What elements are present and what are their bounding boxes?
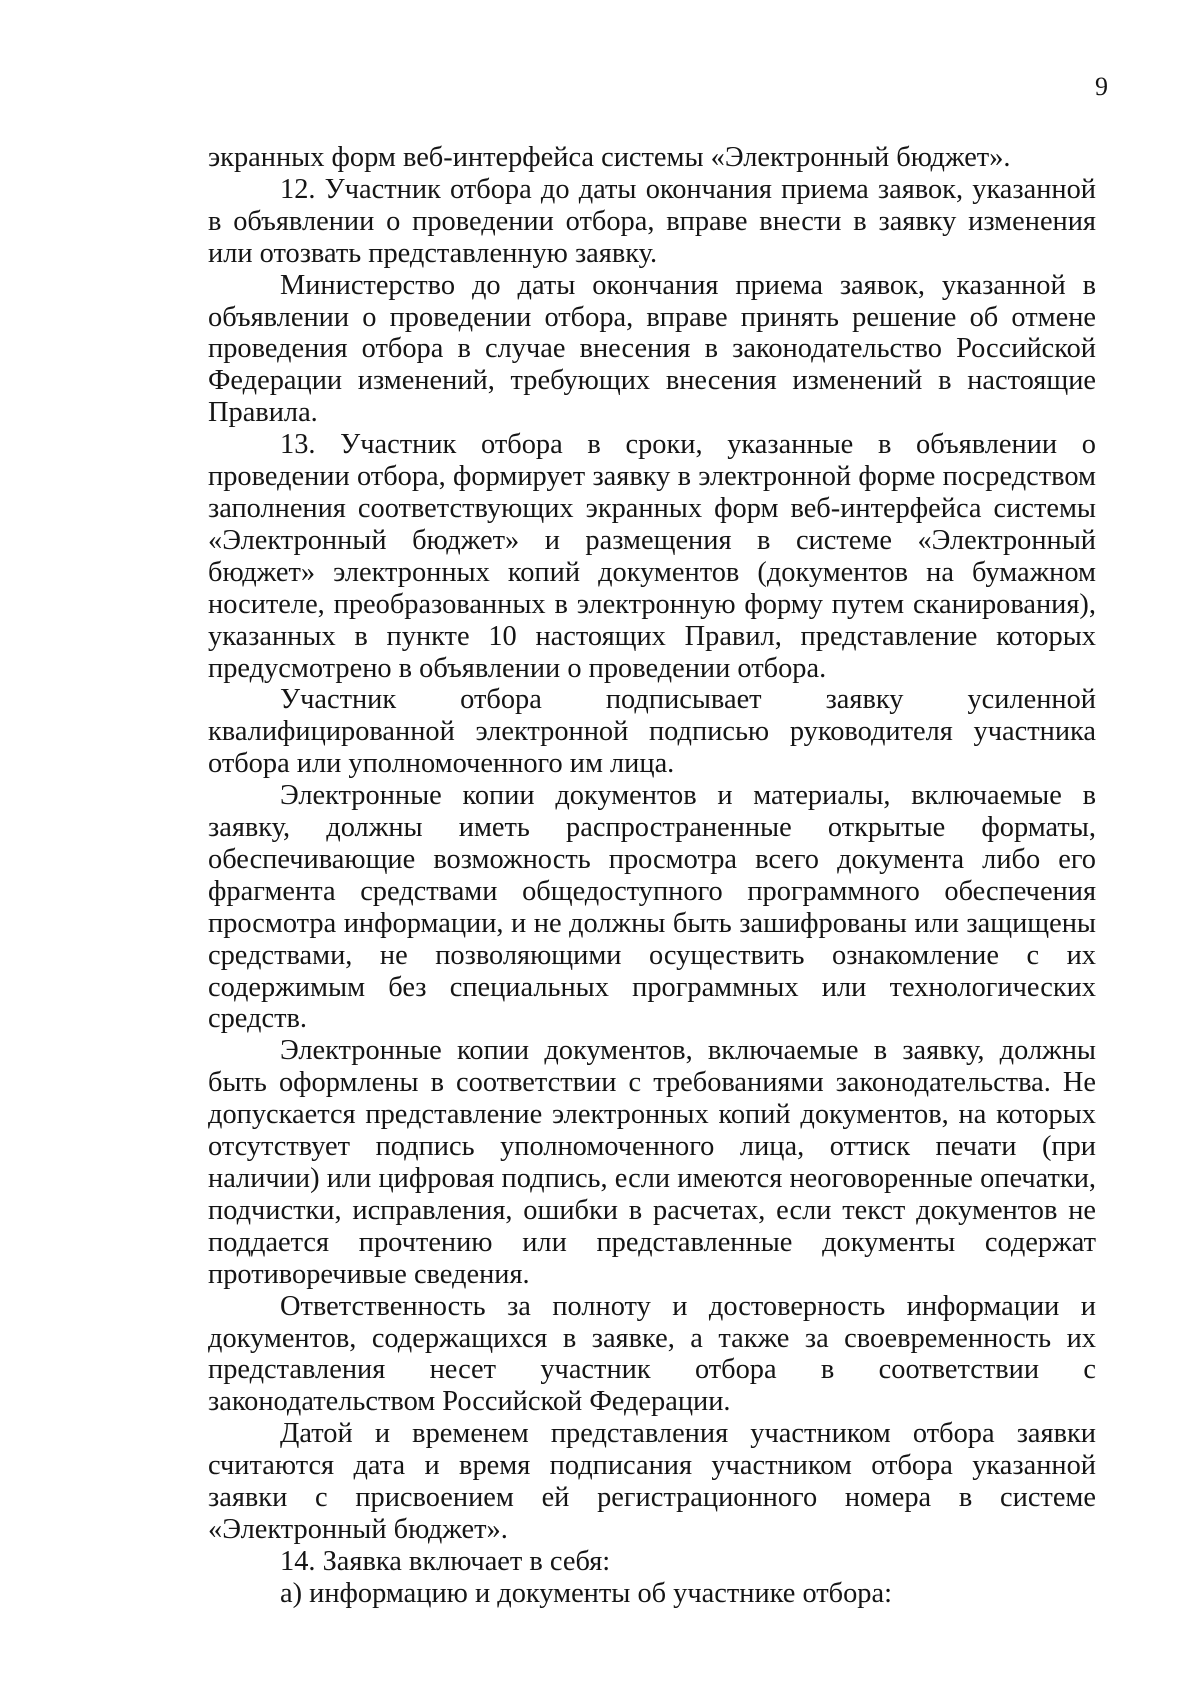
paragraph-item-14: 14. Заявка включает в себя: (280, 1545, 611, 1577)
paragraph-continuation: экранных форм веб-интерфейса системы «Электронный бюджет». (208, 142, 1011, 173)
paragraph-responsibility: Ответственность за полноту и достоверность информации и документов, содержащихся в заявке, а также за своевременность их представления несет участник отбора в соответствии с законодательством Российской Федерации. (208, 1290, 1096, 1418)
paragraph-document-requirements: Электронные копии документов, включаемые в заявку, должны быть оформлены в соответствии с требованиями законодательства. Не допускается представление электронных копий документов, на которых отсутствует подпись уполномоченного лица, оттиск печати (при наличии) или цифровая подпись, если имеются неоговоренные опечатки, подчистки, исправления, ошибки в расчетах, если текст документов не поддается прочтению или представленные документы содержат противоречивые сведения. (208, 1035, 1096, 1290)
paragraph-ministry-cancellation: Министерство до даты окончания приема заявок, указанной в объявлении о проведении отбора, вправе принять решение об отмене проведения отбора в случае внесения в законодательство Российской Федерации изменений, требующих внесения изменений в настоящие Правила. (208, 269, 1096, 429)
document-body (208, 142, 1096, 1610)
paragraph-submission-date: Датой и временем представления участником отбора заявки считаются дата и время подписания участником отбора указанной заявки с присвоением ей регистрационного номера в системе «Электронный бюджет». (208, 1418, 1096, 1545)
paragraph-item-13: 13. Участник отбора в сроки, указанные в объявлении о проведении отбора, формирует заявку в электронной форме посредством заполнения соответствующих экранных форм веб-интерфейса системы «Электронный бюджет» и размещения в системе «Электронный бюджет» электронных копий документов (документов на бумажном носителе, преобразованных в электронную форму путем сканирования), указанных в пункте 10 настоящих Правил, представление которых предусмотрено в объявлении о проведении отбора. (208, 429, 1096, 684)
page-number: 9 (1095, 72, 1108, 101)
paragraph-signature: Участник отбора подписывает заявку усиленной квалифицированной электронной подписью руководителя участника отбора или уполномоченного им лица. (208, 684, 1096, 780)
paragraph-item-12: 12. Участник отбора до даты окончания приема заявок, указанной в объявлении о проведении отбора, вправе внести в заявку изменения или отозвать представленную заявку. (208, 173, 1096, 269)
paragraph-subitem-a: а) информацию и документы об участнике отбора: (280, 1577, 892, 1609)
paragraph-file-formats: Электронные копии документов и материалы, включаемые в заявку, должны иметь распространенные открытые форматы, обеспечивающие возможность просмотра всего документа либо его фрагмента средствами общедоступного программного обеспечения просмотра информации, и не должны быть зашифрованы или защищены средствами, не позволяющими осуществить ознакомление с их содержимым без специальных программных или технологических средств. (208, 780, 1096, 1035)
